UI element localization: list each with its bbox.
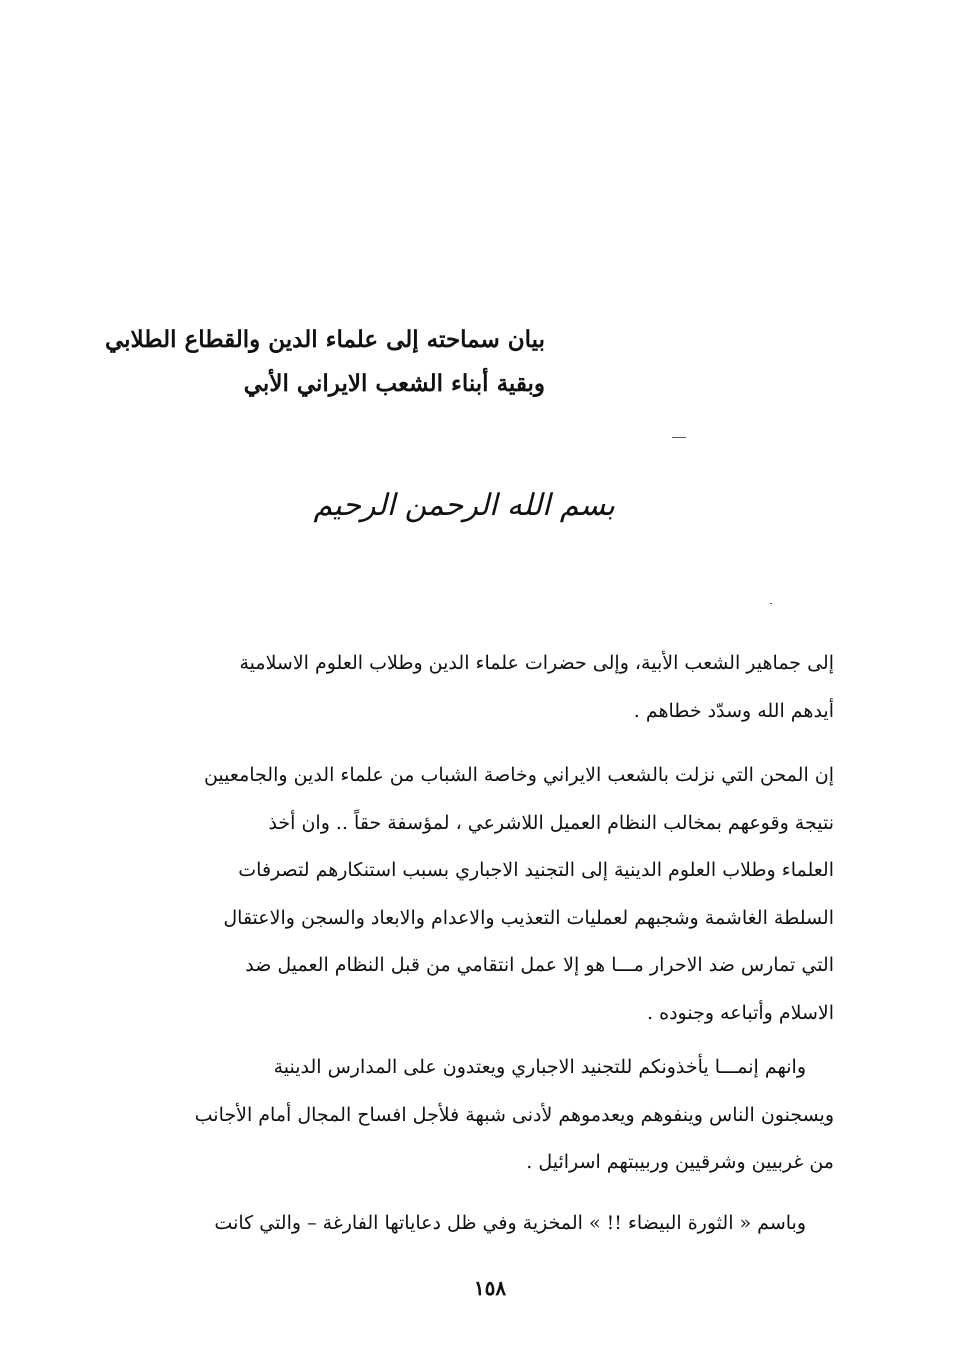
paragraph-line: الاسلام وأتباعه وجنوده .: [647, 1001, 834, 1024]
paragraph-line: التي تمارس ضد الاحرار مـــا هو إلا عمل انتقامي من قبل النظام العميل ضد: [245, 954, 834, 976]
basmala-calligraphy: بسم الله الرحمن الرحيم: [313, 488, 615, 523]
paragraph-body: [104, 752, 834, 1037]
paragraph-line: وباسم « الثورة البيضاء !! » المخزية وفي ظل دعاياتها الفارغة – والتي كانت: [214, 1212, 806, 1234]
statement-heading: [104, 318, 545, 406]
paragraph-body: [104, 1200, 834, 1248]
paragraph-line: السلطة الغاشمة وشجبهم لعمليات التعذيب والاعدام والابعاد والسجن والاعتقال: [223, 906, 834, 929]
page-number: ١٥٨: [473, 1276, 507, 1300]
paragraph-line: أيدهم الله وسدّد خطاهم .: [633, 699, 834, 722]
paragraph-line: إلى جماهير الشعب الأبية، وإلى حضرات علماء الدين وطلاب العلوم الاسلامية: [239, 652, 834, 674]
heading-line-2: وبقية أبناء الشعب الايراني الأبي: [243, 370, 545, 397]
paragraph-line: ويسجنون الناس وينفوهم ويعدموهم لأدنى شبهة فلأجل افساح المجال أمام الأجانب: [194, 1103, 834, 1126]
paragraph-line: نتيجة وقوعهم بمخالب النظام العميل اللاشرعي ، لمؤسفة حقاً .. وان أخذ: [268, 811, 834, 834]
paragraph-line: من غربيين وشرقيين وربيبتهم اسرائيل .: [526, 1151, 834, 1173]
paragraph-body: [104, 1044, 834, 1187]
paragraph-line: إن المحن التي نزلت بالشعب الايراني وخاصة الشباب من علماء الدين والجامعيين: [203, 764, 834, 786]
paragraph-salutation: [104, 640, 834, 735]
paragraph-line: العلماء وطلاب العلوم الدينية إلى التجنيد الاجباري بسبب استنكارهم لتصرفات: [238, 859, 834, 881]
scan-speck: [672, 437, 686, 438]
scan-speck: [770, 603, 772, 604]
paragraph-line: وانهم إنمـــا يأخذونكم للتجنيد الاجباري ويعتدون على المدارس الدينية: [273, 1056, 806, 1078]
heading-line-1: بيان سماحته إلى علماء الدين والقطاع الطلابي: [104, 326, 545, 353]
